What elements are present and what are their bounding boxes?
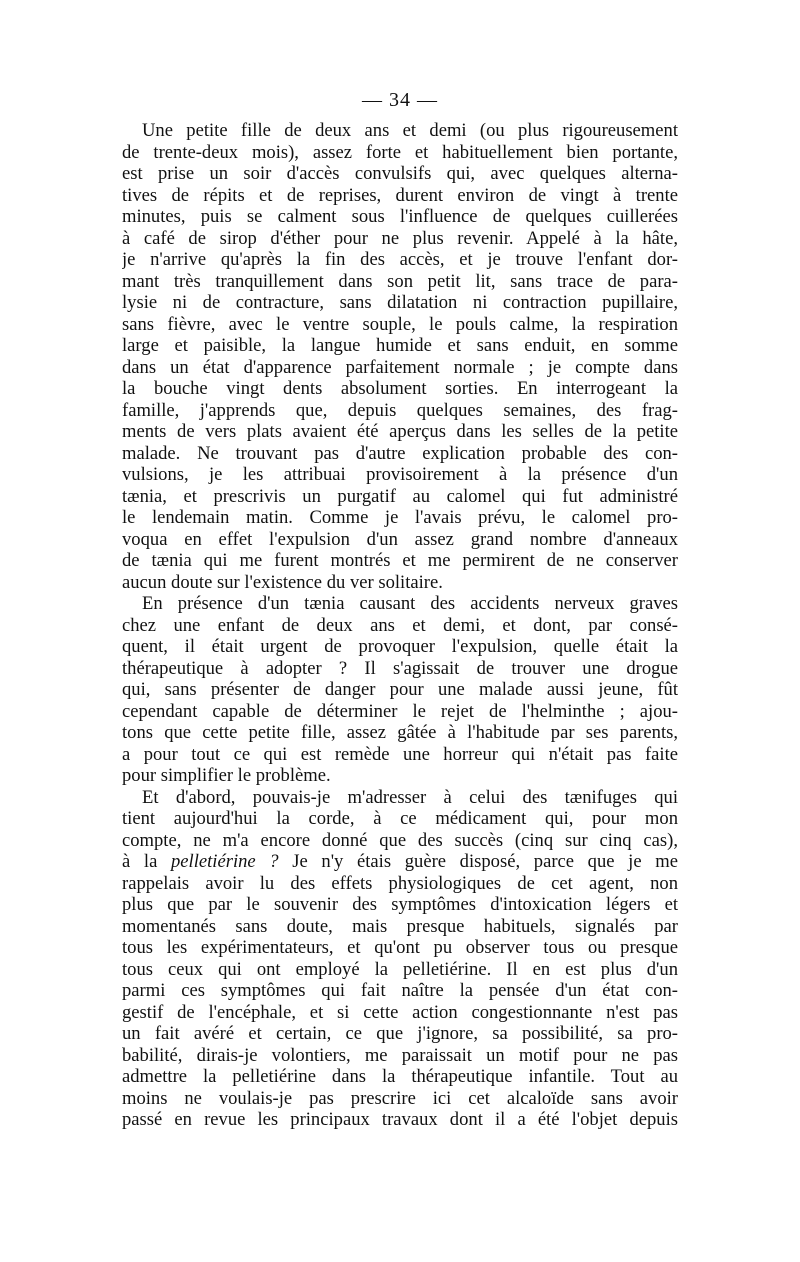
text-line: moins ne voulais-je pas prescrire ici cet alcaloïde sans avoir	[122, 1087, 678, 1109]
italic-line-suffix: Je n'y étais guère disposé, parce que je me	[292, 851, 678, 872]
text-line: chez une enfant de deux ans et demi, et dont, par consé-	[122, 614, 678, 636]
page-number: — 34 —	[362, 89, 438, 111]
text-line: tous les expérimentateurs, et qu'ont pu observer tous ou presque	[122, 937, 678, 958]
text-line: passé en revue les principaux travaux dont il a été l'objet depuis	[122, 1109, 678, 1130]
text-line: momentanés sans doute, mais presque habituels, signalés par	[122, 915, 678, 937]
text-line: la bouche vingt dents absolument sorties. En interrogeant la	[122, 378, 678, 399]
text-line: sans fièvre, avec le ventre souple, le pouls calme, la respiration	[122, 313, 678, 335]
text-line: large et paisible, la langue humide et sans enduit, en somme	[122, 335, 678, 356]
text-line: En présence d'un tænia causant des accidents nerveux graves	[142, 593, 678, 614]
text-line: admettre la pelletiérine dans la thérapeutique infantile. Tout au	[122, 1066, 678, 1087]
paragraph-2	[122, 593, 678, 787]
text-line: thérapeutique à adopter ? Il s'agissait de trouver une drogue	[122, 657, 678, 679]
text-line: cependant capable de déterminer le rejet de l'helminthe ; ajou-	[122, 700, 678, 722]
paragraph-3	[122, 787, 678, 1131]
italic-term: pelletiérine ?	[170, 851, 279, 872]
text-line: Et d'abord, pouvais-je m'adresser à celui des tænifuges qui	[142, 786, 678, 808]
text-line: tives de répits et de reprises, durent environ de vingt à trente	[122, 184, 678, 206]
text-line: le lendemain matin. Comme je l'avais prévu, le calomel pro-	[122, 507, 678, 528]
text-line	[122, 851, 678, 873]
text-line: à café de sirop d'éther pour ne plus revenir. Appelé à la hâte,	[122, 227, 678, 249]
text-line: babilité, dirais-je volontiers, me paraissait un motif pour ne pas	[122, 1044, 678, 1066]
text-line: famille, j'apprends que, depuis quelques semaines, des frag-	[122, 399, 678, 421]
text-line: tænia, et prescrivis un purgatif au calomel qui fut administré	[122, 485, 678, 507]
book-page	[122, 88, 678, 1131]
text-line: vulsions, je les attribuai provisoirement à la présence d'un	[122, 464, 678, 485]
text-line: tous ceux qui ont employé la pelletiérine. Il en est plus d'un	[122, 958, 678, 980]
text-line: voqua en effet l'expulsion d'un assez grand nombre d'anneaux	[122, 528, 678, 550]
text-line: qui, sans présenter de danger pour une malade aussi jeune, fût	[122, 679, 678, 700]
text-line: tient aujourd'hui la corde, à ce médicament qui, pour mon	[122, 808, 678, 829]
text-line: de tænia qui me furent montrés et me permirent de ne conserver	[122, 550, 678, 571]
text-line: malade. Ne trouvant pas d'autre explication probable des con-	[122, 442, 678, 464]
text-line: pour simplifier le problème.	[122, 765, 331, 786]
text-line: Une petite fille de deux ans et demi (ou plus rigoureusement	[142, 120, 678, 141]
text-line: quent, il était urgent de provoquer l'expulsion, quelle était la	[122, 636, 678, 657]
text-line: a pour tout ce qui est remède une horreur qui n'était pas faite	[122, 743, 678, 765]
text-line: je n'arrive qu'après la fin des accès, et je trouve l'enfant dor-	[122, 249, 678, 270]
text-line: ments de vers plats avaient été aperçus dans les selles de la petite	[122, 421, 678, 442]
text-line: dans un état d'apparence parfaitement normale ; je compte dans	[122, 356, 678, 378]
text-line: compte, ne m'a encore donné que des succès (cinq sur cinq cas),	[122, 829, 678, 851]
text-line: gestif de l'encéphale, et si cette action congestionnante n'est pas	[122, 1001, 678, 1023]
text-line: tons que cette petite fille, assez gâtée à l'habitude par ses parents,	[122, 722, 678, 743]
text-line: plus que par le souvenir des symptômes d'intoxication légers et	[122, 894, 678, 915]
text-line: lysie ni de contracture, sans dilatation ni contraction pupillaire,	[122, 292, 678, 313]
italic-line-prefix: à la	[122, 851, 158, 872]
text-line: un fait avéré et certain, ce que j'ignore, sa possibilité, sa pro-	[122, 1023, 678, 1044]
text-line: de trente-deux mois), assez forte et habituellement bien portante,	[122, 141, 678, 163]
text-line: est prise un soir d'accès convulsifs qui, avec quelques alterna-	[122, 163, 678, 184]
text-line: parmi ces symptômes qui fait naître la pensée d'un état con-	[122, 980, 678, 1001]
text-line: aucun doute sur l'existence du ver solitaire.	[122, 571, 443, 593]
paragraph-1	[122, 120, 678, 593]
text-line: mant très tranquillement dans son petit lit, sans trace de para-	[122, 270, 678, 292]
text-line: minutes, puis se calment sous l'influence de quelques cuillerées	[122, 206, 678, 227]
text-line: rappelais avoir lu des effets physiologiques de cet agent, non	[122, 872, 678, 894]
